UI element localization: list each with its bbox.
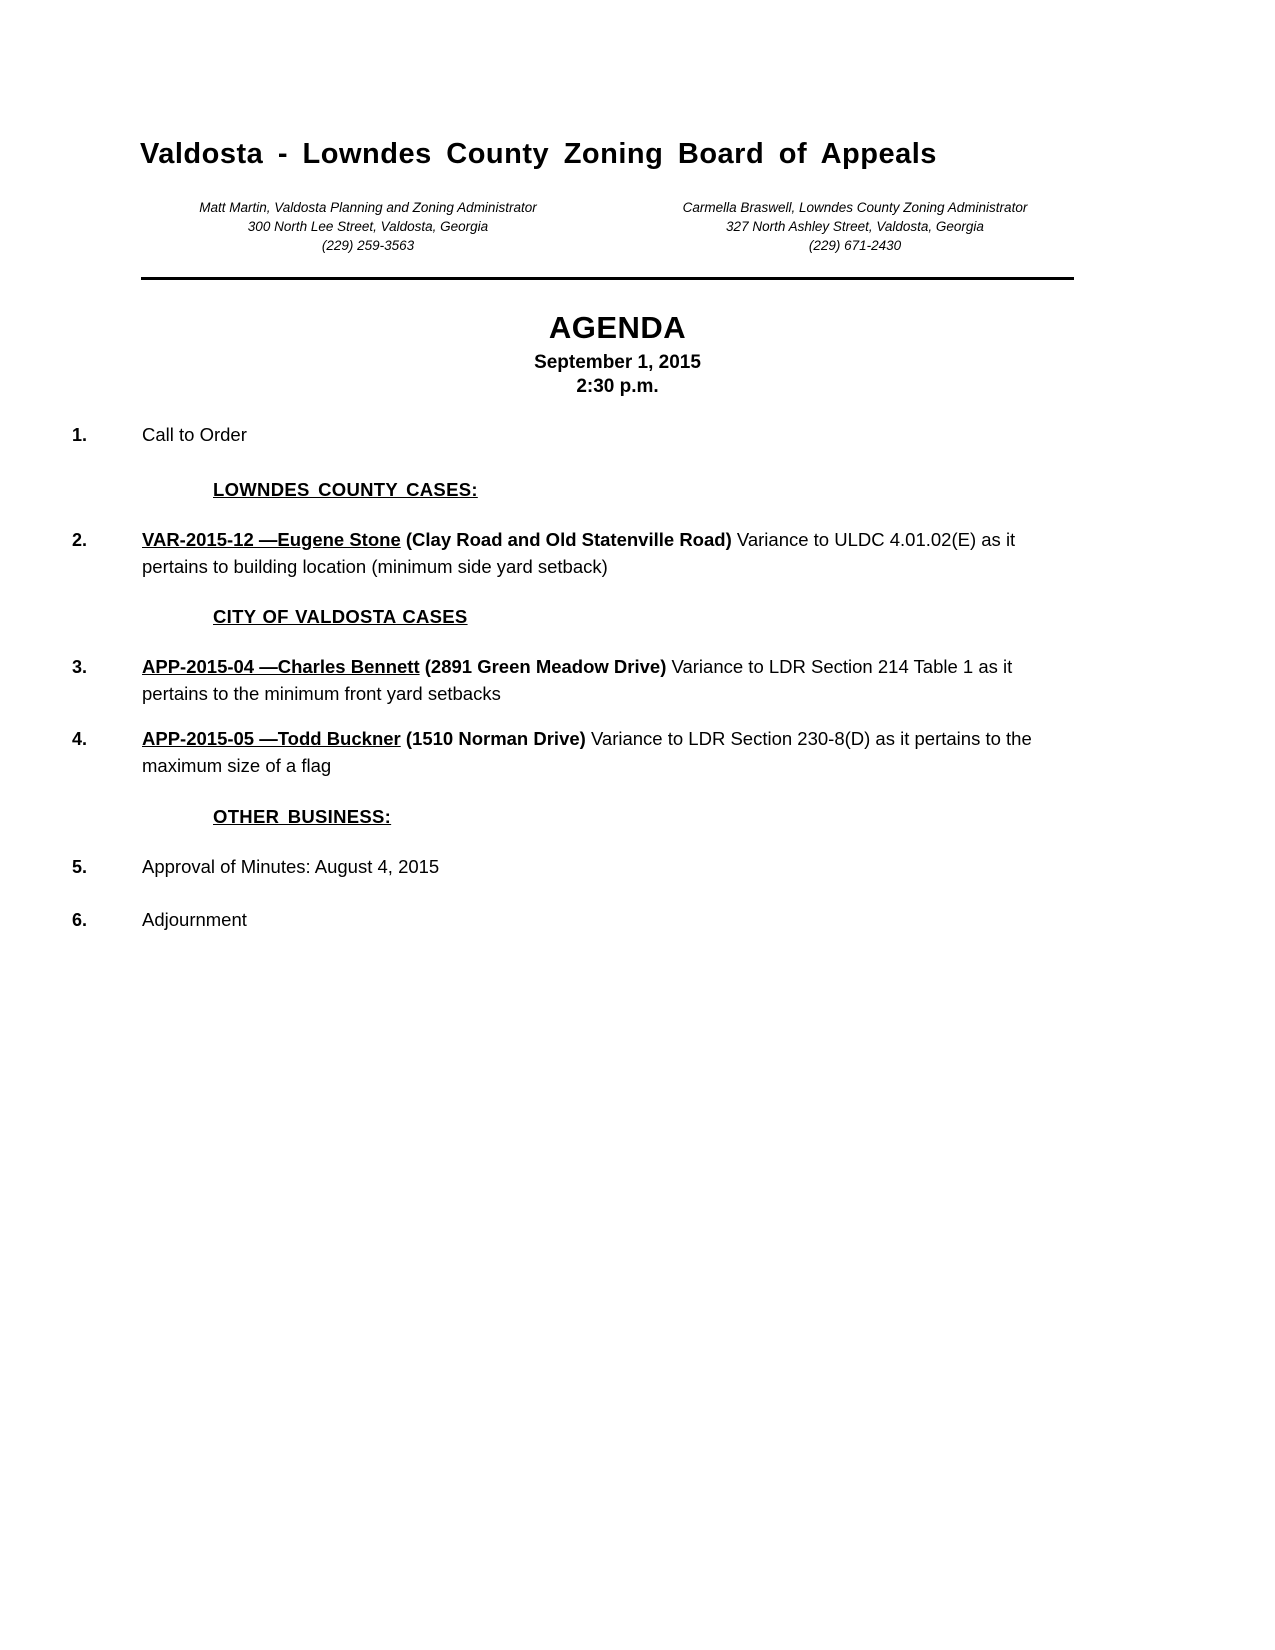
agenda-item-1 [0, 422, 1275, 449]
agenda-item-5 [0, 854, 1275, 881]
section-heading-lowndes-county: LOWNDES COUNTY CASES: [213, 478, 478, 500]
item-number: 3. [72, 657, 88, 678]
administrator-contacts [140, 198, 1075, 255]
agenda-item-3 [0, 654, 1275, 708]
case-id: VAR-2015-12 —Eugene Stone [142, 528, 401, 550]
section-heading-city-of-valdosta: CITY OF VALDOSTA CASES [213, 606, 468, 628]
administrator-name: Matt Martin, Valdosta Planning and Zoning Administrator [199, 200, 537, 215]
item-number: 6. [72, 909, 88, 930]
item-text [142, 654, 1057, 708]
case-location: (2891 Green Meadow Drive) [424, 656, 667, 678]
item-text [142, 726, 1057, 780]
item-number: 5. [72, 856, 88, 877]
item-text: Approval of Minutes: August 4, 2015 [142, 855, 440, 877]
administrator-address: 327 North Ashley Street, Valdosta, Georgia [726, 219, 984, 235]
item-text: Call to Order [142, 424, 247, 445]
item-number: 2. [72, 529, 88, 550]
agenda-item-4 [0, 726, 1275, 780]
agenda-item-6 [0, 907, 1275, 934]
case-id: APP-2015-05 —Todd Buckner [142, 728, 401, 750]
page-title: Valdosta - Lowndes County Zoning Board of Appeals [140, 138, 937, 170]
item-number: 1. [72, 425, 88, 445]
agenda-header [0, 311, 1235, 399]
item-text: Adjournment [142, 908, 247, 930]
administrator-city [158, 198, 578, 255]
case-description: Variance to LDR Section 230-8(D) as it pertains to the maximum size of a flag [142, 728, 1032, 776]
agenda-time: 2:30 p.m. [576, 375, 659, 397]
item-text [142, 527, 1052, 581]
case-description: Variance to ULDC 4.01.02(E) as it pertains to building location (minimum side yard setback) [142, 528, 1016, 577]
administrator-name: Carmella Braswell, Lowndes County Zoning Administrator [682, 200, 1028, 215]
case-location: (Clay Road and Old Statenville Road) [405, 528, 732, 550]
item-number: 4. [72, 729, 88, 750]
administrator-phone: (229) 259-3563 [321, 238, 415, 254]
agenda-date: September 1, 2015 [534, 352, 701, 374]
agenda-item-2 [0, 527, 1275, 581]
header-divider [141, 277, 1074, 280]
case-id: APP-2015-04 —Charles Bennett [142, 656, 420, 678]
administrator-address: 300 North Lee Street, Valdosta, Georgia [247, 219, 489, 235]
agenda-heading: AGENDA [548, 310, 687, 345]
administrator-phone: (229) 671-2430 [808, 238, 902, 254]
case-description: Variance to LDR Section 214 Table 1 as it pertains to the minimum front yard setbacks [142, 656, 1013, 705]
administrator-county [645, 198, 1065, 255]
section-heading-other-business: OTHER BUSINESS: [213, 805, 392, 827]
agenda-items [0, 422, 1275, 933]
case-location: (1510 Norman Drive) [405, 728, 586, 750]
